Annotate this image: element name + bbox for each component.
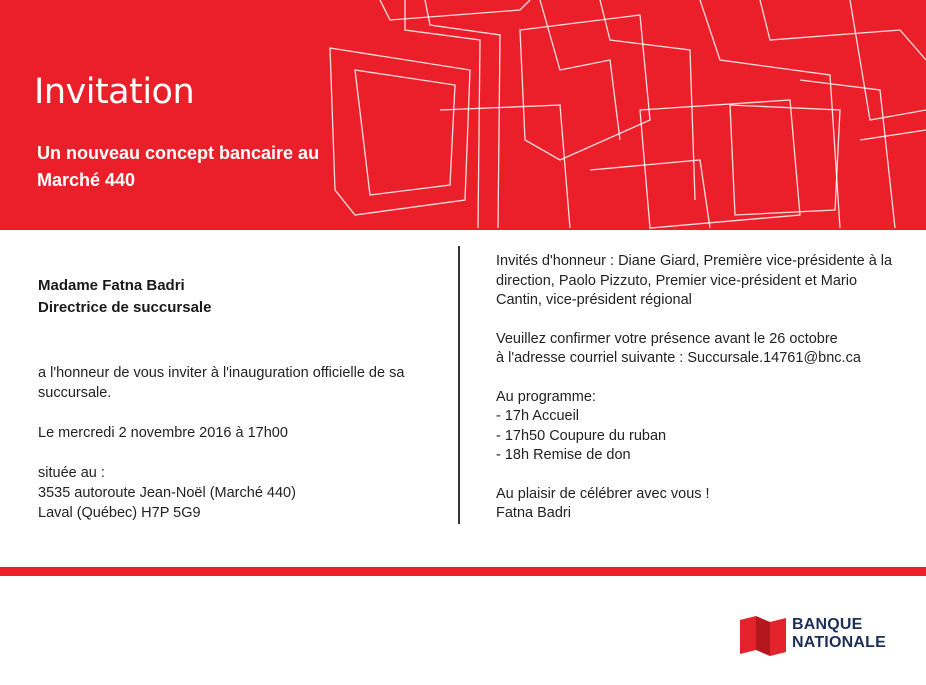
footer-red-band (0, 567, 926, 576)
honor-guests: Invités d'honneur : Diane Giard, Première vice-présidente à la direction, Paolo Pizzuto, Premier vice-président et Mario Cantin, vice-président régional (496, 253, 893, 308)
logo-wordmark (792, 616, 886, 652)
program-item: - 17h50 Coupure du ruban (496, 427, 667, 444)
signature: Fatna Badri (496, 505, 571, 521)
host-name: Madame Fatna Badri (38, 277, 185, 294)
program-item: - 18h Remise de don (496, 447, 631, 463)
program-item: - 17h Accueil (496, 408, 580, 424)
rsvp-line-2: à l'adresse courriel suivante : Succursale.14761@bnc.ca (496, 350, 861, 366)
event-date: Le mercredi 2 novembre 2016 à 17h00 (38, 425, 288, 441)
banque-nationale-flag-icon (740, 616, 786, 656)
location-label: située au : (38, 465, 105, 481)
invite-text: a l'honneur de vous inviter à l'inauguration officielle de sa succursale. (38, 365, 405, 401)
address-line-1: 3535 autoroute Jean-Noël (Marché 440) (38, 485, 296, 501)
closing-line: Au plaisir de célébrer avec vous ! (496, 485, 710, 502)
address-line-2: Laval (Québec) H7P 5G9 (38, 505, 201, 521)
invitation-right-column (496, 252, 896, 524)
invitation-left-column (38, 275, 438, 523)
logo-line-1: BANQUE (792, 616, 863, 633)
rsvp-line-1: Veuillez confirmer votre présence avant le 26 octobre (496, 330, 838, 347)
invitation-subtitle: Un nouveau concept bancaire au Marché 440 (37, 143, 320, 190)
host-title: Directrice de succursale (38, 299, 212, 316)
logo-line-2: NATIONALE (792, 634, 886, 651)
program-label: Au programme: (496, 388, 596, 405)
column-divider (458, 246, 460, 524)
invitation-title: Invitation (34, 72, 195, 112)
invitation-header (0, 0, 926, 230)
decorative-line-pattern (0, 0, 926, 230)
